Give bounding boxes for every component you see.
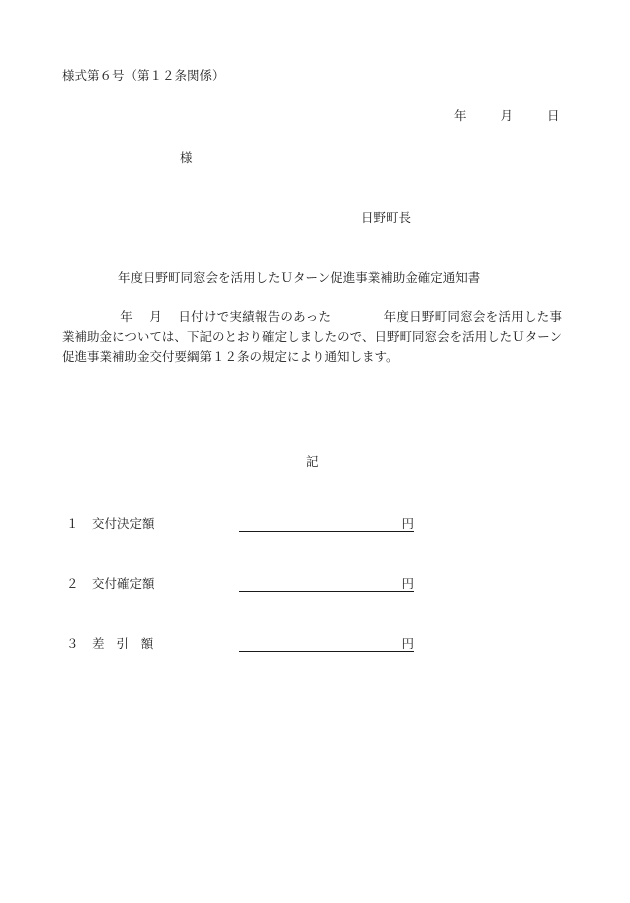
body-text-part-1: 日付けで実績報告のあった bbox=[178, 309, 332, 324]
issuer-name: 日野町長 bbox=[361, 210, 412, 225]
document-title: 年度日野町同窓会を活用したＵターン促進事業補助金確定通知書 bbox=[118, 270, 481, 285]
amount-underline bbox=[239, 634, 414, 652]
item-label: 差引額 bbox=[92, 636, 166, 651]
body-year-label: 年 bbox=[120, 309, 134, 324]
item-number: １ bbox=[66, 516, 79, 531]
body-paragraph bbox=[62, 307, 562, 367]
item-label: 交付確定額 bbox=[92, 576, 155, 591]
amount-underline bbox=[239, 514, 414, 532]
item-row bbox=[62, 574, 422, 594]
item-number: ２ bbox=[66, 576, 79, 591]
date-year-label: 年 bbox=[454, 108, 467, 123]
body-month-label: 月 bbox=[149, 309, 163, 324]
item-row bbox=[62, 514, 422, 534]
body-text-part-2: 年度日野町同窓会を活用した事業補助金については、下記のとおり確定しましたので、日野町同窓会を活用したＵターン促進事業補助金交付要綱第１２条の規定により通知します。 bbox=[62, 309, 562, 364]
item-label: 交付決定額 bbox=[92, 516, 155, 531]
ki-heading: 記 bbox=[306, 454, 319, 469]
amount-underline bbox=[239, 574, 414, 592]
recipient-honorific: 様 bbox=[180, 150, 193, 165]
currency-unit: 円 bbox=[401, 516, 414, 531]
item-row bbox=[62, 634, 422, 654]
currency-unit: 円 bbox=[401, 636, 414, 651]
date-day-label: 日 bbox=[547, 108, 560, 123]
currency-unit: 円 bbox=[401, 576, 414, 591]
date-line bbox=[454, 106, 560, 124]
item-number: ３ bbox=[66, 636, 79, 651]
date-month-label: 月 bbox=[500, 108, 514, 123]
form-number: 様式第６号（第１２条関係） bbox=[62, 68, 225, 83]
